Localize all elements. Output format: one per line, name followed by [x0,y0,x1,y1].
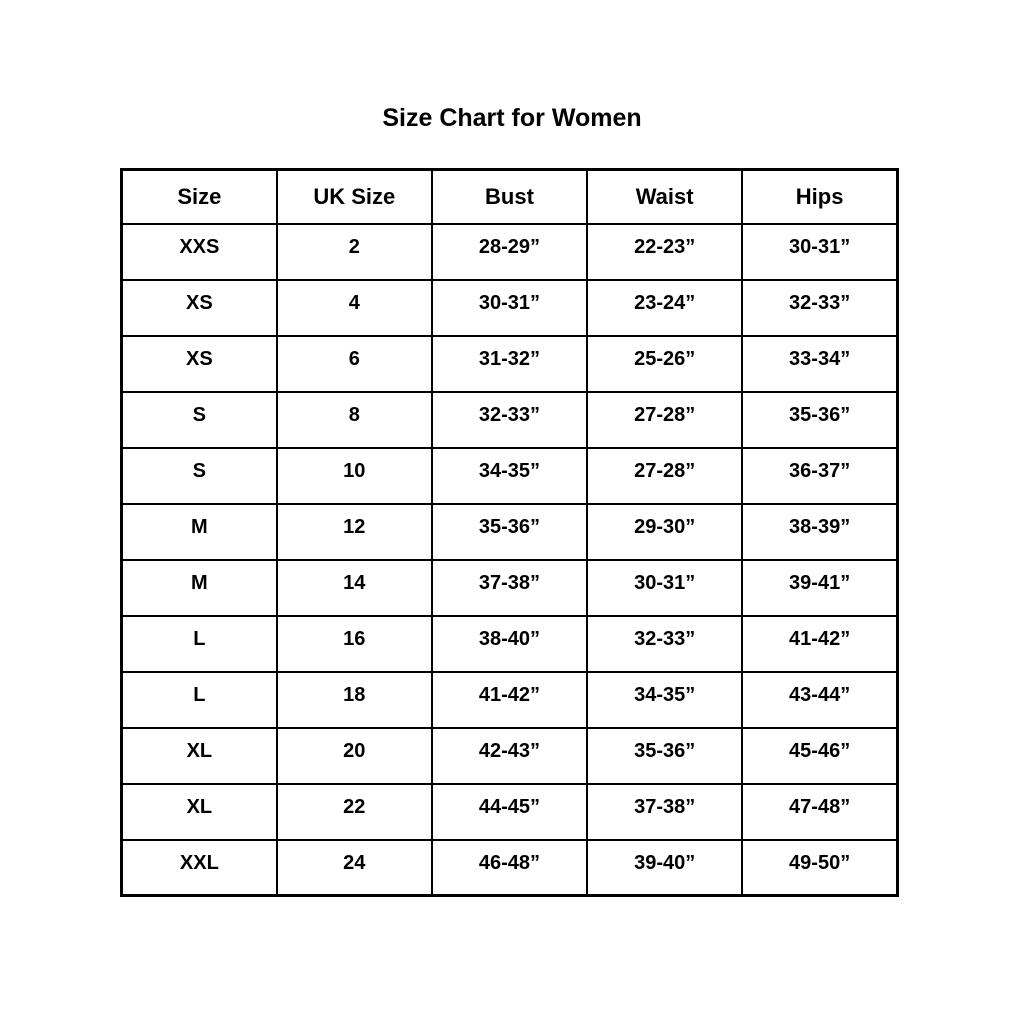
table-cell: 42-43” [432,728,587,784]
table-cell: 47-48” [742,784,897,840]
table-cell: 38-39” [742,504,897,560]
table-cell: 2 [277,224,432,280]
table-cell: 8 [277,392,432,448]
table-cell: 28-29” [432,224,587,280]
table-cell: 18 [277,672,432,728]
table-cell: 31-32” [432,336,587,392]
header-row [122,170,898,224]
table-cell: 37-38” [432,560,587,616]
table-cell: 20 [277,728,432,784]
table-cell: 29-30” [587,504,742,560]
table-cell: 16 [277,616,432,672]
page-title: Size Chart for Women [382,104,642,132]
table-cell: L [122,672,277,728]
table-row [122,280,898,336]
table-cell: 35-36” [587,728,742,784]
table-row [122,504,898,560]
table-cell: 35-36” [742,392,897,448]
table-header [122,170,898,224]
table-cell: 46-48” [432,840,587,896]
table-row [122,224,898,280]
table-row [122,672,898,728]
table-body [122,224,898,896]
column-header-bust: Bust [432,170,587,224]
table-cell: 27-28” [587,448,742,504]
table-cell: 23-24” [587,280,742,336]
table-cell: S [122,392,277,448]
column-header-uk-size: UK Size [277,170,432,224]
table-cell: 25-26” [587,336,742,392]
table-cell: 12 [277,504,432,560]
table-cell: M [122,560,277,616]
table-cell: 30-31” [587,560,742,616]
table-cell: 49-50” [742,840,897,896]
column-header-hips: Hips [742,170,897,224]
table-cell: 37-38” [587,784,742,840]
size-chart-table [120,168,899,897]
table-cell: 32-33” [432,392,587,448]
table-cell: 43-44” [742,672,897,728]
table-row [122,448,898,504]
table-cell: M [122,504,277,560]
table-cell: 22-23” [587,224,742,280]
table-cell: 30-31” [742,224,897,280]
table-row [122,728,898,784]
table-row [122,616,898,672]
table-cell: XXL [122,840,277,896]
table-cell: 33-34” [742,336,897,392]
table-cell: S [122,448,277,504]
table-cell: 34-35” [587,672,742,728]
table-cell: 39-40” [587,840,742,896]
table-cell: L [122,616,277,672]
table-cell: 41-42” [742,616,897,672]
table-cell: XS [122,280,277,336]
table-cell: 22 [277,784,432,840]
table-cell: 34-35” [432,448,587,504]
table-cell: XXS [122,224,277,280]
table-cell: 30-31” [432,280,587,336]
table-cell: 32-33” [587,616,742,672]
table-cell: 14 [277,560,432,616]
column-header-waist: Waist [587,170,742,224]
table-cell: 39-41” [742,560,897,616]
table-cell: 38-40” [432,616,587,672]
table-cell: 10 [277,448,432,504]
table-cell: 36-37” [742,448,897,504]
table-cell: 35-36” [432,504,587,560]
table-cell: XL [122,728,277,784]
table-cell: 4 [277,280,432,336]
table-cell: 45-46” [742,728,897,784]
table-cell: 27-28” [587,392,742,448]
column-header-size: Size [122,170,277,224]
table-cell: 24 [277,840,432,896]
table-row [122,392,898,448]
table-cell: XS [122,336,277,392]
table-row [122,560,898,616]
table-cell: 44-45” [432,784,587,840]
table-cell: 6 [277,336,432,392]
table-cell: XL [122,784,277,840]
table-row [122,336,898,392]
table-cell: 32-33” [742,280,897,336]
table-row [122,784,898,840]
table-row [122,840,898,896]
table-cell: 41-42” [432,672,587,728]
